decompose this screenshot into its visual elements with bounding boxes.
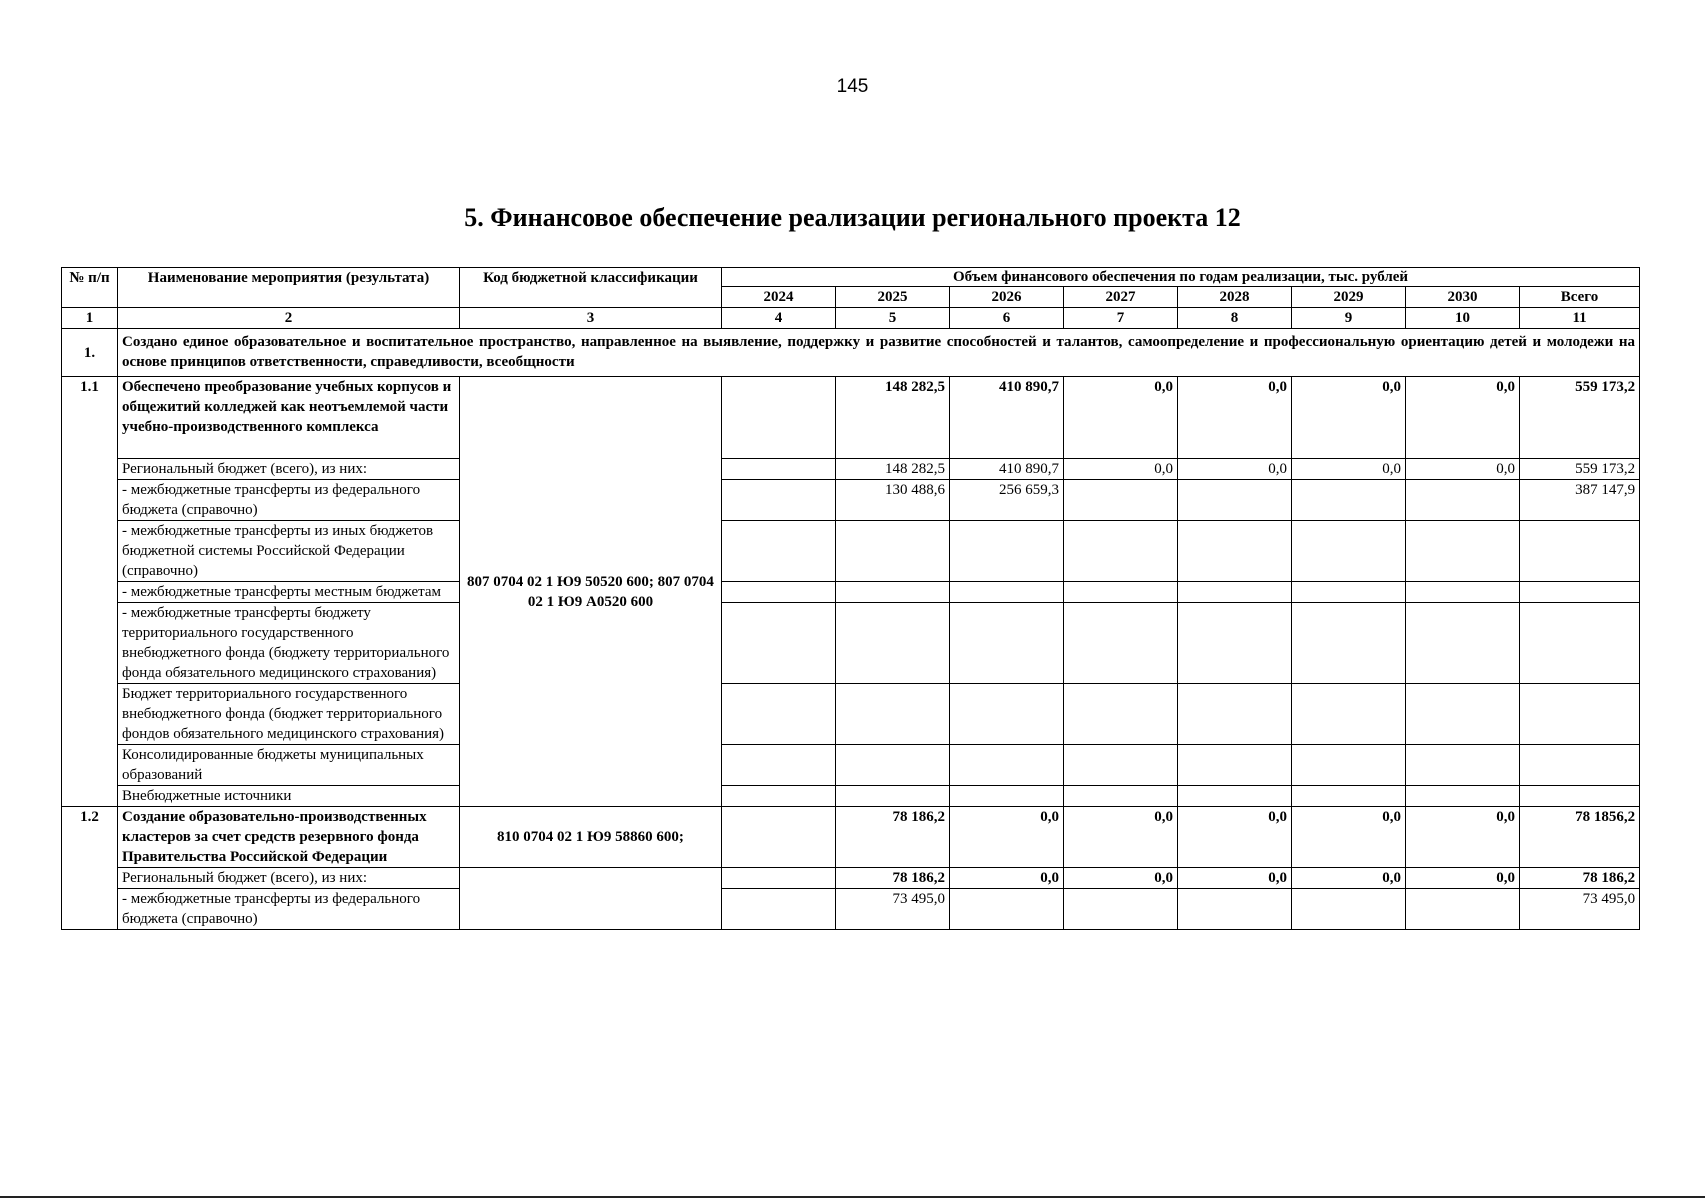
value-2024 [722, 521, 836, 582]
value-2024 [722, 603, 836, 684]
value-total: 559 173,2 [1520, 377, 1640, 459]
value-2027 [1064, 480, 1178, 521]
value-2024 [722, 459, 836, 480]
value-2025 [836, 603, 950, 684]
value-2025 [836, 521, 950, 582]
value-2029 [1292, 786, 1406, 807]
value-2030 [1406, 889, 1520, 930]
header-year: 2029 [1292, 287, 1406, 308]
value-2025: 73 495,0 [836, 889, 950, 930]
header-year: 2025 [836, 287, 950, 308]
item-name: Бюджет территориального государственного внебюджетного фонда (бюджет территориального фондов обязательного медицинского страхования) [118, 684, 460, 745]
value-2024 [722, 868, 836, 889]
value-2028 [1178, 745, 1292, 786]
page-title: 5. Финансовое обеспечение реализации регионального проекта 12 [464, 203, 1241, 232]
item-name: - межбюджетные трансферты бюджету территориального государственного внебюджетного фонда (бюджету территориального фонда обязательного медицинского страхования) [118, 603, 460, 684]
table-row [62, 868, 1640, 889]
table-row [62, 807, 1640, 868]
value-2025 [836, 786, 950, 807]
value-total [1520, 582, 1640, 603]
item-name: - межбюджетные трансферты из иных бюджетов бюджетной системы Российской Федерации (справочно) [118, 521, 460, 582]
column-index: 5 [836, 308, 950, 329]
value-2027 [1064, 684, 1178, 745]
item-name: - межбюджетные трансферты из федерального бюджета (справочно) [118, 889, 460, 930]
value-2027 [1064, 603, 1178, 684]
value-2026: 256 659,3 [950, 480, 1064, 521]
value-2029: 0,0 [1292, 807, 1406, 868]
value-2029 [1292, 745, 1406, 786]
value-total [1520, 603, 1640, 684]
header-year: 2024 [722, 287, 836, 308]
column-index: 2 [118, 308, 460, 329]
value-2029 [1292, 684, 1406, 745]
section-text: Создано единое образовательное и воспитательное пространство, направленное на выявление, поддержку и развитие способностей и талантов, самоопределение и профессиональную ориентацию детей и молодежи на основе принципов ответственности, справедливости, всеобщности [118, 329, 1640, 377]
value-2025: 148 282,5 [836, 459, 950, 480]
value-2029 [1292, 521, 1406, 582]
value-2026: 0,0 [950, 807, 1064, 868]
value-2027: 0,0 [1064, 459, 1178, 480]
value-2030: 0,0 [1406, 868, 1520, 889]
section-num: 1. [62, 329, 118, 377]
value-2025: 148 282,5 [836, 377, 950, 459]
item-name: Региональный бюджет (всего), из них: [118, 459, 460, 480]
item-name: - межбюджетные трансферты местным бюджетам [118, 582, 460, 603]
budget-code: 807 0704 02 1 Ю9 50520 600; 807 0704 02 1 Ю9 А0520 600 [460, 377, 722, 807]
value-2027 [1064, 582, 1178, 603]
item-name: - межбюджетные трансферты из федерального бюджета (справочно) [118, 480, 460, 521]
table-row [62, 684, 1640, 745]
value-2028 [1178, 684, 1292, 745]
page-number: 145 [836, 76, 869, 97]
value-2030 [1406, 603, 1520, 684]
header-code: Код бюджетной классификации [460, 268, 722, 308]
value-2029: 0,0 [1292, 459, 1406, 480]
header-row [62, 268, 1640, 287]
value-2025: 78 186,2 [836, 807, 950, 868]
value-2025 [836, 745, 950, 786]
table-row [62, 480, 1640, 521]
value-2027 [1064, 521, 1178, 582]
value-2025: 130 488,6 [836, 480, 950, 521]
value-2030 [1406, 786, 1520, 807]
value-2030 [1406, 745, 1520, 786]
item-name: Создание образовательно-производственных кластеров за счет средств резервного фонда Правительства Российской Федерации [118, 807, 460, 868]
value-total: 387 147,9 [1520, 480, 1640, 521]
value-2030: 0,0 [1406, 459, 1520, 480]
column-index: 11 [1520, 308, 1640, 329]
header-name: Наименование мероприятия (результата) [118, 268, 460, 308]
header-year: 2026 [950, 287, 1064, 308]
value-2026: 410 890,7 [950, 377, 1064, 459]
value-2026 [950, 745, 1064, 786]
value-2029 [1292, 603, 1406, 684]
item-name: Региональный бюджет (всего), из них: [118, 868, 460, 889]
column-index: 7 [1064, 308, 1178, 329]
value-2024 [722, 807, 836, 868]
value-2024 [722, 745, 836, 786]
value-total: 78 1856,2 [1520, 807, 1640, 868]
value-2028: 0,0 [1178, 459, 1292, 480]
value-2027 [1064, 745, 1178, 786]
column-index: 3 [460, 308, 722, 329]
table-row [62, 745, 1640, 786]
table-row [62, 521, 1640, 582]
value-2028 [1178, 786, 1292, 807]
header-total: Всего [1520, 287, 1640, 308]
value-2027: 0,0 [1064, 807, 1178, 868]
value-2024 [722, 684, 836, 745]
value-2028 [1178, 889, 1292, 930]
value-2024 [722, 480, 836, 521]
value-2024 [722, 377, 836, 459]
value-2029: 0,0 [1292, 377, 1406, 459]
value-2026 [950, 889, 1064, 930]
item-name: Консолидированные бюджеты муниципальных образований [118, 745, 460, 786]
table-row [62, 377, 1640, 459]
value-total [1520, 521, 1640, 582]
value-2029 [1292, 889, 1406, 930]
value-2028: 0,0 [1178, 868, 1292, 889]
table-row [62, 889, 1640, 930]
value-2025: 78 186,2 [836, 868, 950, 889]
column-index-row [62, 308, 1640, 329]
value-2028 [1178, 603, 1292, 684]
value-2026 [950, 786, 1064, 807]
value-2028: 0,0 [1178, 807, 1292, 868]
value-2029 [1292, 480, 1406, 521]
value-2028 [1178, 582, 1292, 603]
value-2028 [1178, 521, 1292, 582]
value-2028 [1178, 480, 1292, 521]
section-row [62, 329, 1640, 377]
value-2024 [722, 889, 836, 930]
value-2026: 410 890,7 [950, 459, 1064, 480]
value-total: 73 495,0 [1520, 889, 1640, 930]
item-num: 1.1 [62, 377, 118, 807]
column-index: 9 [1292, 308, 1406, 329]
column-index: 1 [62, 308, 118, 329]
value-total [1520, 745, 1640, 786]
header-year: 2028 [1178, 287, 1292, 308]
budget-code-empty [460, 868, 722, 930]
value-2029 [1292, 582, 1406, 603]
budget-code: 810 0704 02 1 Ю9 58860 600; [460, 807, 722, 868]
header-volume: Объем финансового обеспечения по годам реализации, тыс. рублей [722, 268, 1640, 287]
value-2030: 0,0 [1406, 807, 1520, 868]
value-2029: 0,0 [1292, 868, 1406, 889]
value-2028: 0,0 [1178, 377, 1292, 459]
value-2026 [950, 521, 1064, 582]
value-2025 [836, 684, 950, 745]
value-2030 [1406, 684, 1520, 745]
value-2026: 0,0 [950, 868, 1064, 889]
value-2025 [836, 582, 950, 603]
table-row [62, 459, 1640, 480]
table-row [62, 786, 1640, 807]
value-2026 [950, 582, 1064, 603]
value-total: 78 186,2 [1520, 868, 1640, 889]
table-row [62, 582, 1640, 603]
value-2027: 0,0 [1064, 868, 1178, 889]
value-2026 [950, 684, 1064, 745]
value-2027 [1064, 786, 1178, 807]
value-2030: 0,0 [1406, 377, 1520, 459]
value-2027: 0,0 [1064, 377, 1178, 459]
value-2030 [1406, 521, 1520, 582]
value-2024 [722, 582, 836, 603]
scan-edge-line [0, 1196, 1705, 1198]
column-index: 6 [950, 308, 1064, 329]
value-total [1520, 684, 1640, 745]
item-name: Обеспечено преобразование учебных корпусов и общежитий колледжей как неотъемлемой части учебно-производственного комплекса [118, 377, 460, 459]
value-total: 559 173,2 [1520, 459, 1640, 480]
header-year: 2030 [1406, 287, 1520, 308]
item-num: 1.2 [62, 807, 118, 930]
column-index: 8 [1178, 308, 1292, 329]
value-2030 [1406, 480, 1520, 521]
column-index: 4 [722, 308, 836, 329]
value-2026 [950, 603, 1064, 684]
table-row [62, 603, 1640, 684]
column-index: 10 [1406, 308, 1520, 329]
value-2027 [1064, 889, 1178, 930]
value-total [1520, 786, 1640, 807]
item-name: Внебюджетные источники [118, 786, 460, 807]
value-2024 [722, 786, 836, 807]
finance-table [61, 267, 1640, 930]
header-num: № п/п [62, 268, 118, 308]
value-2030 [1406, 582, 1520, 603]
header-year: 2027 [1064, 287, 1178, 308]
